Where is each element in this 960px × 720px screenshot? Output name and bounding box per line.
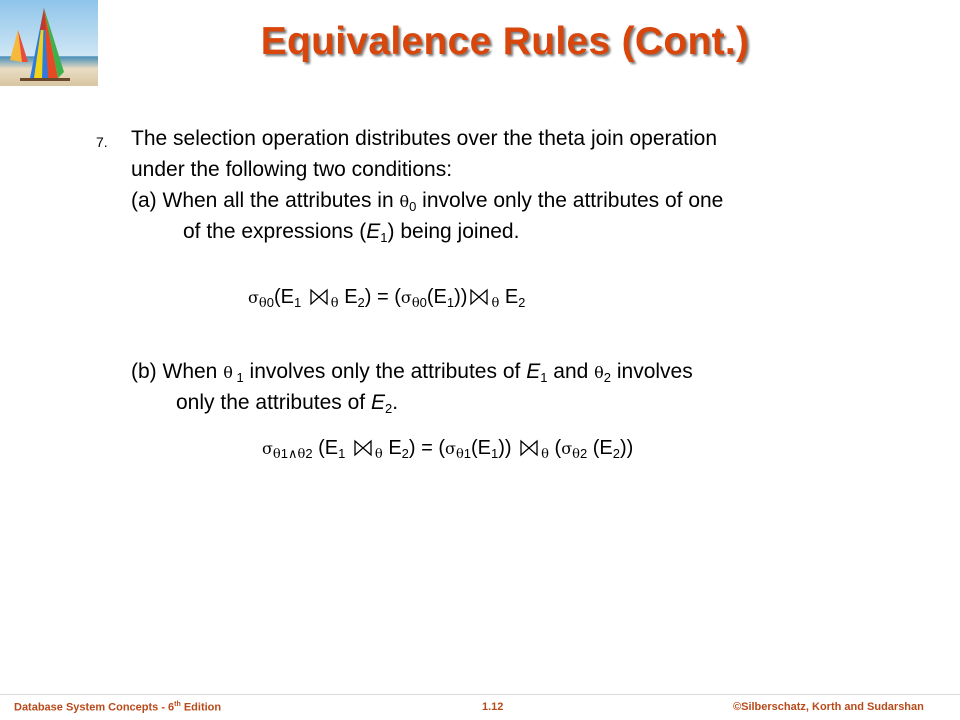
condition-a-line-2: of the expressions $(E_1)$ being joined. bbox=[183, 220, 520, 245]
footer-copyright: ©Silberschatz, Korth and Sudarshan bbox=[733, 701, 924, 713]
item-line-1: The selection operation distributes over the theta join operation bbox=[131, 127, 718, 150]
condition-a-line-1: (a) When all the attributes in $\theta_0$ involve only the attributes of one bbox=[131, 189, 724, 214]
formula-a: $\sigma_{\theta 0}(E_1$ $_\theta$ $E_2) = (\sigma_{\theta 0}(E_1))$ $_\theta$ $E_2$ bbox=[248, 286, 526, 311]
condition-b-line-2: only the attributes of $E_2$. bbox=[176, 391, 399, 416]
condition-b-line-1: (b) When θ $_1$ involves only the attributes of $E_1$ and $\theta_2$ involves bbox=[131, 360, 693, 385]
formula-b: $\sigma_{\theta 1\wedge\theta 2}$ ($E_1$ $_\theta$ $E_2) = (\sigma_{\theta 1}(E_1))$ $_\theta$ ($\sigma_{\theta 2}$ $(E_2)$) bbox=[262, 437, 634, 462]
theta-join-icon bbox=[309, 288, 329, 306]
theta-join-icon bbox=[519, 439, 539, 457]
theta-join-icon bbox=[353, 439, 373, 457]
item-line-2: under the following two conditions: bbox=[131, 158, 453, 181]
item-number: 7. bbox=[96, 134, 108, 150]
footer-divider bbox=[0, 694, 960, 695]
theta-join-icon bbox=[469, 288, 489, 306]
slide-title: Equivalence Rules (Cont.) bbox=[260, 20, 750, 63]
footer-page-number: 1.12 bbox=[482, 701, 504, 713]
footer-book-title: Database System Concepts - 6th Edition bbox=[14, 701, 222, 714]
